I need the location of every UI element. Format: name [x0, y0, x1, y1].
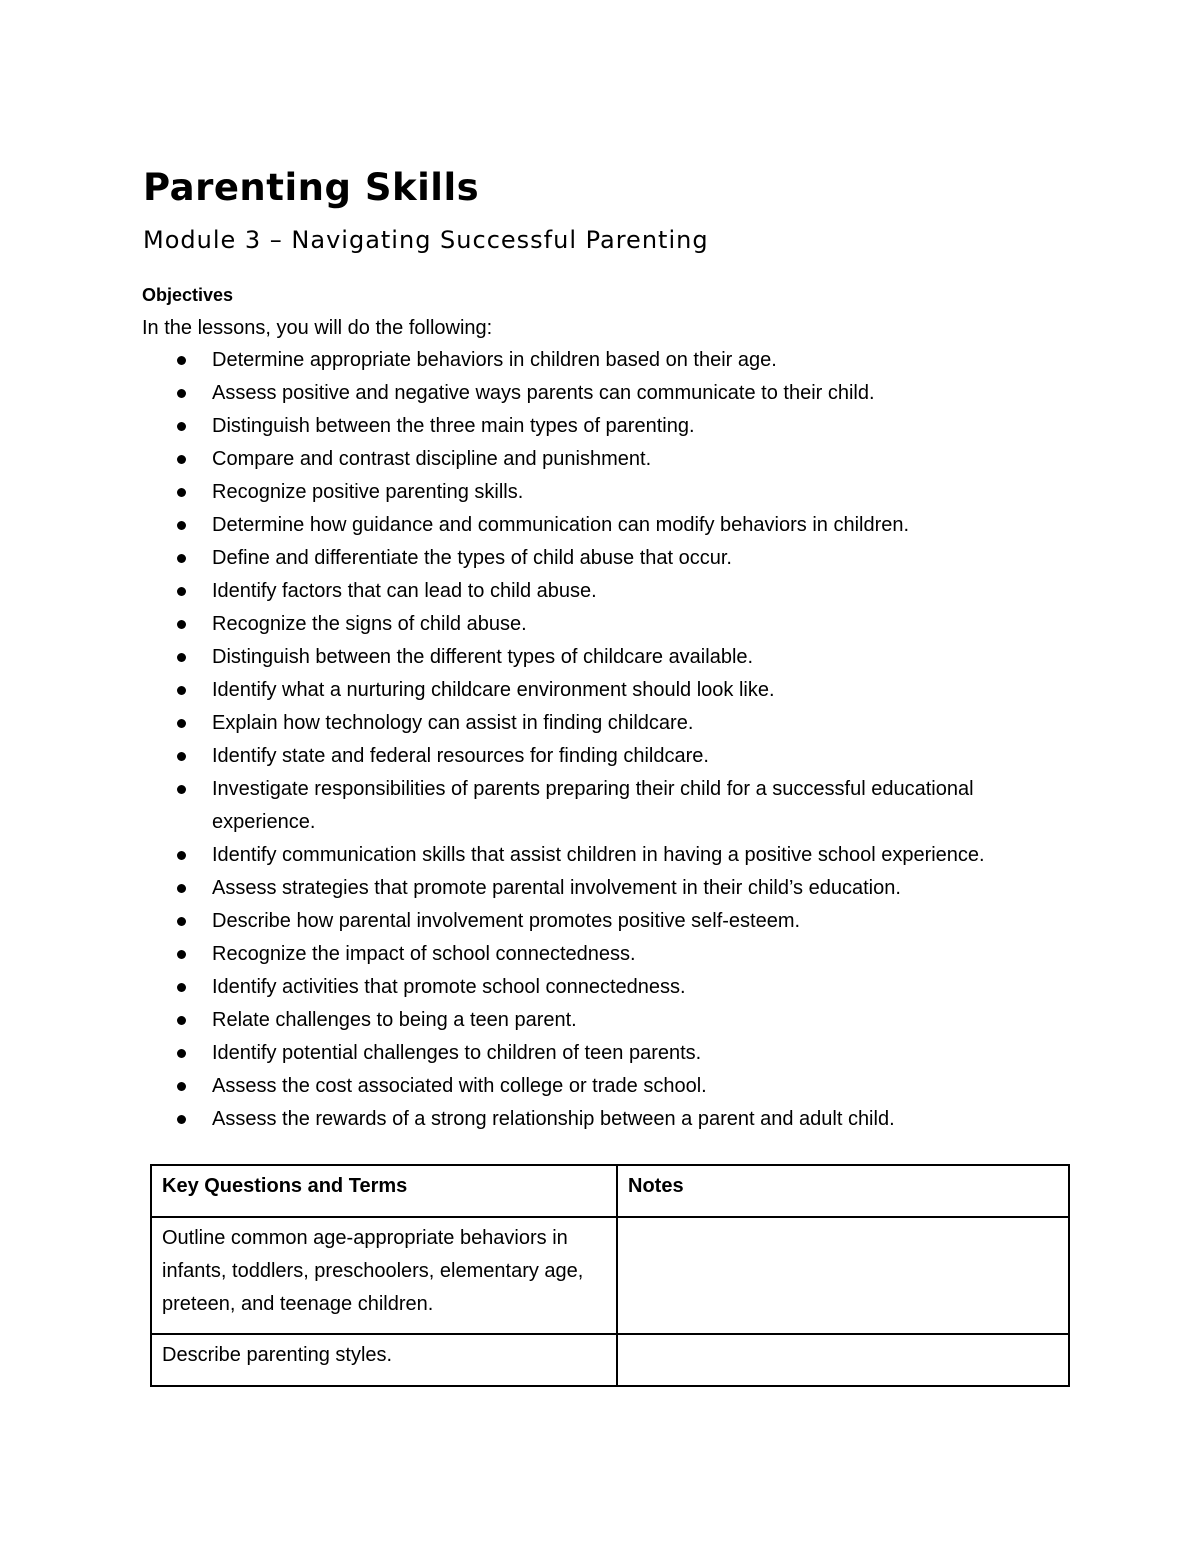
table-row	[151, 1334, 1069, 1386]
list-item-text: Investigate responsibilities of parents preparing their child for a successful educational experience.	[212, 778, 974, 833]
list-item	[142, 905, 1062, 938]
objectives-list	[142, 344, 1062, 1136]
list-item-text: Identify communication skills that assist children in having a positive school experience.	[212, 844, 985, 866]
list-item-text: Recognize the impact of school connectedness.	[212, 943, 636, 965]
bullet-icon	[177, 620, 186, 629]
list-item	[142, 938, 1062, 971]
bullet-icon	[177, 785, 186, 794]
bullet-icon	[177, 851, 186, 860]
list-item	[142, 443, 1062, 476]
bullet-icon	[177, 1016, 186, 1025]
list-item-text: Identify activities that promote school connectedness.	[212, 976, 686, 998]
list-item	[142, 839, 1062, 872]
list-item	[142, 674, 1062, 707]
list-item	[142, 1103, 1062, 1136]
list-item-text: Identify factors that can lead to child abuse.	[212, 580, 597, 602]
list-item	[142, 971, 1062, 1004]
list-item-text: Distinguish between the three main types of parenting.	[212, 415, 695, 437]
bullet-icon	[177, 521, 186, 530]
bullet-icon	[177, 950, 186, 959]
document-title: Parenting Skills	[143, 166, 480, 209]
bullet-icon	[177, 1049, 186, 1058]
bullet-icon	[177, 422, 186, 431]
list-item-text: Relate challenges to being a teen parent.	[212, 1009, 577, 1031]
list-item-text: Compare and contrast discipline and punishment.	[212, 448, 652, 470]
table-cell-term: Outline common age-appropriate behaviors in infants, toddlers, preschoolers, elementary age, preteen, and teenage children.	[151, 1217, 617, 1334]
bullet-icon	[177, 719, 186, 728]
list-item-text: Assess the cost associated with college or trade school.	[212, 1075, 707, 1097]
list-item	[142, 1004, 1062, 1037]
objectives-intro: In the lessons, you will do the following:	[142, 317, 493, 339]
list-item	[142, 872, 1062, 905]
table-cell-notes[interactable]	[617, 1334, 1069, 1386]
table-cell-notes[interactable]	[617, 1217, 1069, 1334]
list-item	[142, 1037, 1062, 1070]
list-item-text: Assess positive and negative ways parents can communicate to their child.	[212, 382, 875, 404]
list-item	[142, 542, 1062, 575]
list-item	[142, 641, 1062, 674]
column-header-terms: Key Questions and Terms	[151, 1165, 617, 1217]
list-item-text: Determine how guidance and communication can modify behaviors in children.	[212, 514, 910, 536]
table-cell-term: Describe parenting styles.	[151, 1334, 617, 1386]
bullet-icon	[177, 884, 186, 893]
bullet-icon	[177, 587, 186, 596]
list-item	[142, 377, 1062, 410]
bullet-icon	[177, 917, 186, 926]
bullet-icon	[177, 653, 186, 662]
list-item	[142, 509, 1062, 542]
bullet-icon	[177, 752, 186, 761]
list-item-text: Recognize positive parenting skills.	[212, 481, 524, 503]
column-header-notes: Notes	[617, 1165, 1069, 1217]
list-item-text: Identify potential challenges to children of teen parents.	[212, 1042, 702, 1064]
bullet-icon	[177, 389, 186, 398]
list-item-text: Describe how parental involvement promotes positive self-esteem.	[212, 910, 801, 932]
list-item-text: Determine appropriate behaviors in children based on their age.	[212, 349, 777, 371]
bullet-icon	[177, 686, 186, 695]
table-header-row	[151, 1165, 1069, 1217]
list-item	[142, 1070, 1062, 1103]
list-item	[142, 608, 1062, 641]
document-subtitle: Module 3 – Navigating Successful Parenting	[143, 226, 709, 254]
list-item	[142, 476, 1062, 509]
list-item	[142, 773, 1062, 839]
list-item-text: Recognize the signs of child abuse.	[212, 613, 527, 635]
key-questions-table	[150, 1164, 1070, 1387]
bullet-icon	[177, 983, 186, 992]
list-item	[142, 740, 1062, 773]
table-row	[151, 1217, 1069, 1334]
list-item-text: Assess the rewards of a strong relationship between a parent and adult child.	[212, 1108, 895, 1130]
list-item	[142, 707, 1062, 740]
list-item-text: Identify what a nurturing childcare environment should look like.	[212, 679, 775, 701]
bullet-icon	[177, 455, 186, 464]
list-item-text: Explain how technology can assist in finding childcare.	[212, 712, 694, 734]
list-item-text: Identify state and federal resources for finding childcare.	[212, 745, 709, 767]
bullet-icon	[177, 1082, 186, 1091]
list-item	[142, 575, 1062, 608]
list-item-text: Define and differentiate the types of child abuse that occur.	[212, 547, 732, 569]
bullet-icon	[177, 488, 186, 497]
bullet-icon	[177, 554, 186, 563]
list-item-text: Distinguish between the different types of childcare available.	[212, 646, 754, 668]
list-item	[142, 410, 1062, 443]
list-item	[142, 344, 1062, 377]
bullet-icon	[177, 356, 186, 365]
bullet-icon	[177, 1115, 186, 1124]
objectives-heading: Objectives	[142, 285, 234, 305]
list-item-text: Assess strategies that promote parental involvement in their child’s education.	[212, 877, 901, 899]
